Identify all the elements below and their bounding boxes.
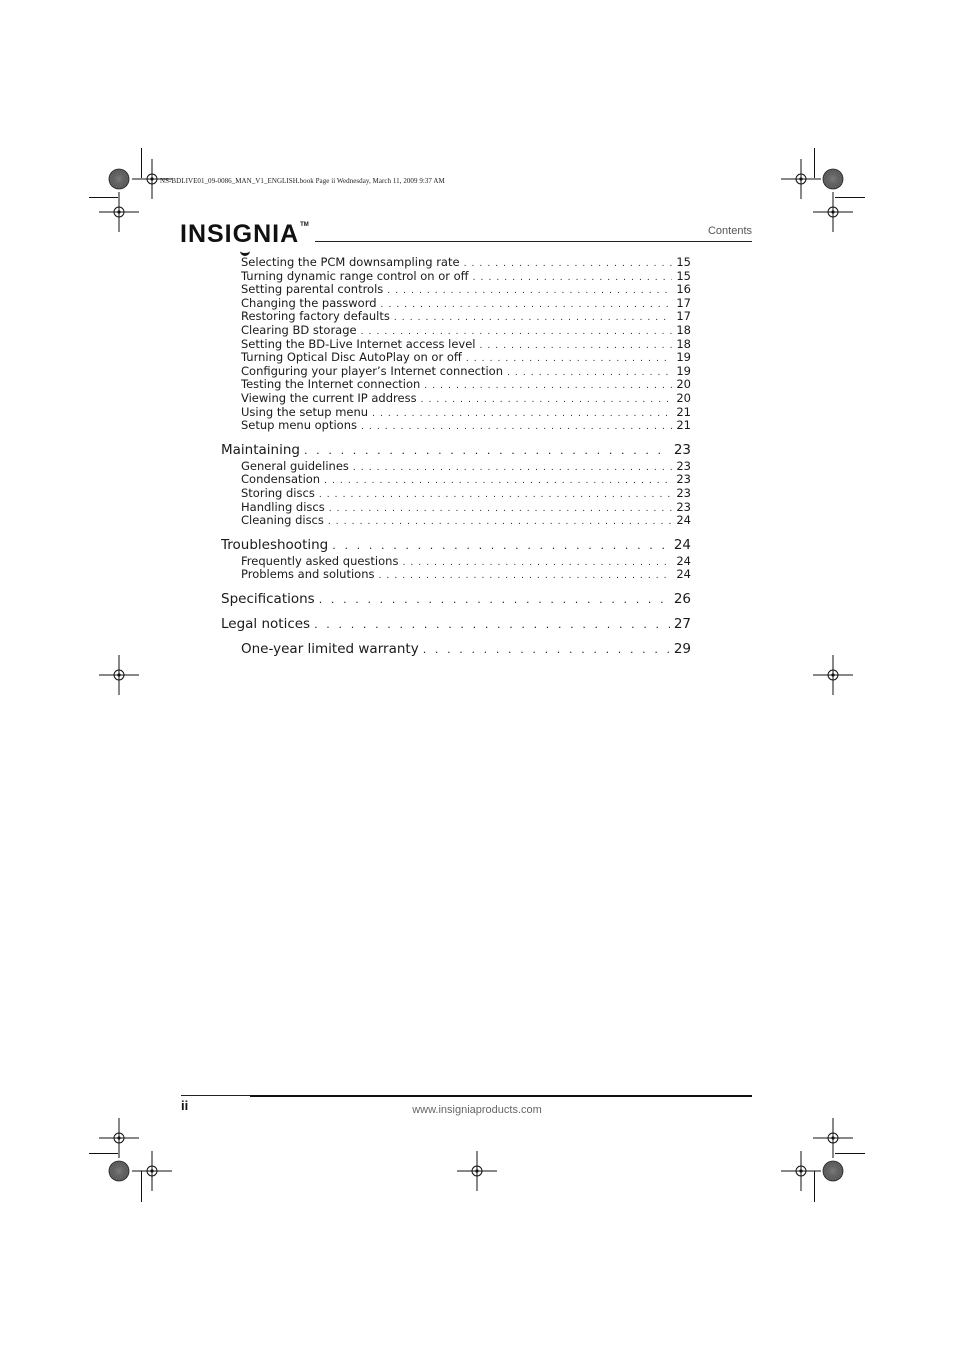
toc-subentry-title: Setup menu options (241, 419, 357, 433)
toc-subentry-title: Setting the BD-Live Internet access level (241, 337, 476, 351)
toc-subentry-title: Using the setup menu (241, 405, 369, 419)
dot-leader (394, 312, 672, 324)
dot-leader (423, 640, 670, 659)
toc-entry-specifications[interactable] (221, 590, 691, 609)
toc-subentry-page: 23 (676, 459, 691, 473)
crop-mark (814, 1171, 815, 1202)
dot-leader (402, 557, 672, 569)
toc-subentry[interactable] (221, 365, 691, 379)
toc-entry-page: 23 (673, 441, 691, 458)
toc-subentry-page: 18 (676, 323, 691, 337)
toc-subentry-title: Frequently asked questions (241, 554, 399, 568)
dot-leader (319, 590, 670, 609)
registration-crosshair-icon (781, 1151, 821, 1191)
logo-swoosh (240, 244, 250, 256)
registration-crosshair-icon (457, 1151, 497, 1191)
toc-subentry-title: Turning Optical Disc AutoPlay on or off (241, 351, 462, 365)
toc-subentry-title: Restoring factory defaults (241, 310, 390, 324)
dot-leader (314, 615, 670, 634)
dot-leader (328, 516, 672, 528)
toc-subentry-title: Selecting the PCM downsampling rate (241, 256, 460, 269)
toc-subentry-page: 23 (676, 500, 691, 514)
dot-leader (304, 441, 670, 460)
toc-subentry[interactable] (221, 501, 691, 515)
toc-subentry[interactable] (221, 256, 691, 270)
toc-subentry[interactable] (221, 297, 691, 311)
toc-entry-legal-notices[interactable] (221, 615, 691, 634)
toc-subentry-page: 15 (676, 256, 691, 269)
crop-mark (89, 1153, 118, 1154)
toc-entry-page: 26 (673, 590, 691, 607)
toc-subentry[interactable] (221, 406, 691, 420)
toc-entry-troubleshooting[interactable] (221, 536, 691, 555)
toc-subentry[interactable] (221, 487, 691, 501)
toc-subentry[interactable] (221, 568, 691, 582)
toc-subentry-title: Cleaning discs (241, 514, 324, 528)
toc-subentry-title: Turning dynamic range control on or off (241, 269, 469, 283)
footer-url: www.insigniaproducts.com (412, 1104, 542, 1116)
toc-subentry-page: 23 (676, 473, 691, 487)
toc-group-troubleshooting (221, 555, 691, 582)
registration-crosshair-icon (99, 655, 139, 695)
dot-leader (381, 299, 673, 311)
crop-mark (835, 1153, 865, 1154)
toc-subentry-title: Problems and solutions (241, 568, 375, 582)
dot-leader (319, 489, 673, 501)
toc-subentry-page: 24 (676, 554, 691, 568)
toc-subentry-page: 15 (676, 269, 691, 283)
color-target-icon (108, 168, 130, 190)
logo-text: INSIGNIA (180, 220, 300, 248)
table-of-contents (221, 256, 691, 659)
toc-entry-title: Specifications (221, 590, 315, 607)
section-label: Contents (707, 225, 752, 237)
toc-subentry-title: Condensation (241, 473, 321, 487)
dot-leader (387, 285, 672, 297)
page-number: ii (181, 1098, 189, 1113)
footer-rule-heavy (250, 1095, 752, 1097)
color-target-icon (108, 1160, 130, 1182)
dot-leader (329, 503, 673, 515)
dot-leader (464, 258, 673, 270)
toc-subentry-page: 19 (676, 351, 691, 365)
toc-entry-maintaining[interactable] (221, 441, 691, 460)
toc-entry-warranty[interactable] (221, 640, 691, 659)
toc-entry-title: Troubleshooting (221, 536, 329, 553)
logo-trademark: TM (300, 222, 309, 228)
toc-group-settings (221, 256, 691, 433)
crop-mark (141, 1171, 142, 1202)
crop-mark (141, 148, 142, 178)
dot-leader (324, 475, 672, 487)
toc-subentry-title: Configuring your player’s Internet connection (241, 364, 504, 378)
dot-leader (507, 367, 672, 379)
toc-subentry[interactable] (221, 310, 691, 324)
toc-subentry-page: 19 (676, 364, 691, 378)
dot-leader (332, 536, 670, 555)
toc-subentry[interactable] (221, 270, 691, 284)
toc-subentry[interactable] (221, 419, 691, 433)
registration-crosshair-icon (813, 655, 853, 695)
registration-crosshair-icon (813, 192, 853, 232)
toc-subentry-page: 21 (676, 419, 691, 433)
color-target-icon (822, 168, 844, 190)
header-rule (315, 241, 752, 242)
toc-subentry-title: Handling discs (241, 500, 325, 514)
toc-subentry-page: 24 (676, 514, 691, 528)
toc-subentry[interactable] (221, 392, 691, 406)
toc-subentry[interactable] (221, 324, 691, 338)
registration-crosshair-icon (132, 1151, 172, 1191)
toc-entry-title: One-year limited warranty (241, 640, 419, 657)
toc-entry-title: Maintaining (221, 441, 300, 458)
dot-leader (421, 394, 673, 406)
toc-subentry[interactable] (221, 473, 691, 487)
dot-leader (479, 340, 672, 352)
toc-subentry-title: Setting parental controls (241, 283, 384, 297)
toc-subentry-title: Viewing the current IP address (241, 391, 417, 405)
toc-subentry[interactable] (221, 338, 691, 352)
dot-leader (361, 421, 672, 433)
toc-subentry[interactable] (221, 460, 691, 474)
toc-subentry-page: 17 (676, 310, 691, 324)
toc-subentry-title: Changing the password (241, 296, 377, 310)
toc-subentry[interactable] (221, 514, 691, 528)
toc-subentry-title: Clearing BD storage (241, 323, 357, 337)
dot-leader (372, 408, 672, 420)
toc-subentry[interactable] (221, 555, 691, 569)
toc-subentry-title: Testing the Internet connection (241, 378, 421, 392)
crop-mark (814, 148, 815, 178)
toc-entry-page: 29 (673, 640, 691, 657)
crop-mark (89, 197, 118, 198)
toc-subentry-title: General guidelines (241, 459, 349, 473)
toc-subentry-page: 23 (676, 486, 691, 500)
dot-leader (466, 353, 673, 365)
dot-leader (473, 272, 673, 284)
toc-subentry[interactable] (221, 351, 691, 365)
registration-crosshair-icon (99, 192, 139, 232)
toc-subentry-page: 20 (676, 391, 691, 405)
dot-leader (353, 462, 672, 474)
dot-leader (424, 380, 672, 392)
toc-entry-page: 24 (673, 536, 691, 553)
toc-subentry-page: 20 (676, 378, 691, 392)
file-slug: NS-BDLIVE01_09-0086_MAN_V1_ENGLISH.book Page ii Wednesday, March 11, 2009 9:37 AM (160, 177, 445, 185)
toc-subentry-page: 17 (676, 296, 691, 310)
dot-leader (361, 326, 673, 338)
toc-subentry-title: Storing discs (241, 486, 315, 500)
toc-subentry[interactable] (221, 378, 691, 392)
toc-entry-title: Legal notices (221, 615, 311, 632)
crop-mark (835, 197, 865, 198)
toc-subentry-page: 16 (676, 283, 691, 297)
toc-subentry[interactable] (221, 283, 691, 297)
toc-entry-page: 27 (673, 615, 691, 632)
toc-group-maintaining (221, 460, 691, 528)
toc-subentry-page: 24 (676, 568, 691, 582)
dot-leader (379, 570, 673, 582)
toc-subentry-page: 21 (676, 405, 691, 419)
color-target-icon (822, 1160, 844, 1182)
toc-subentry-page: 18 (676, 337, 691, 351)
